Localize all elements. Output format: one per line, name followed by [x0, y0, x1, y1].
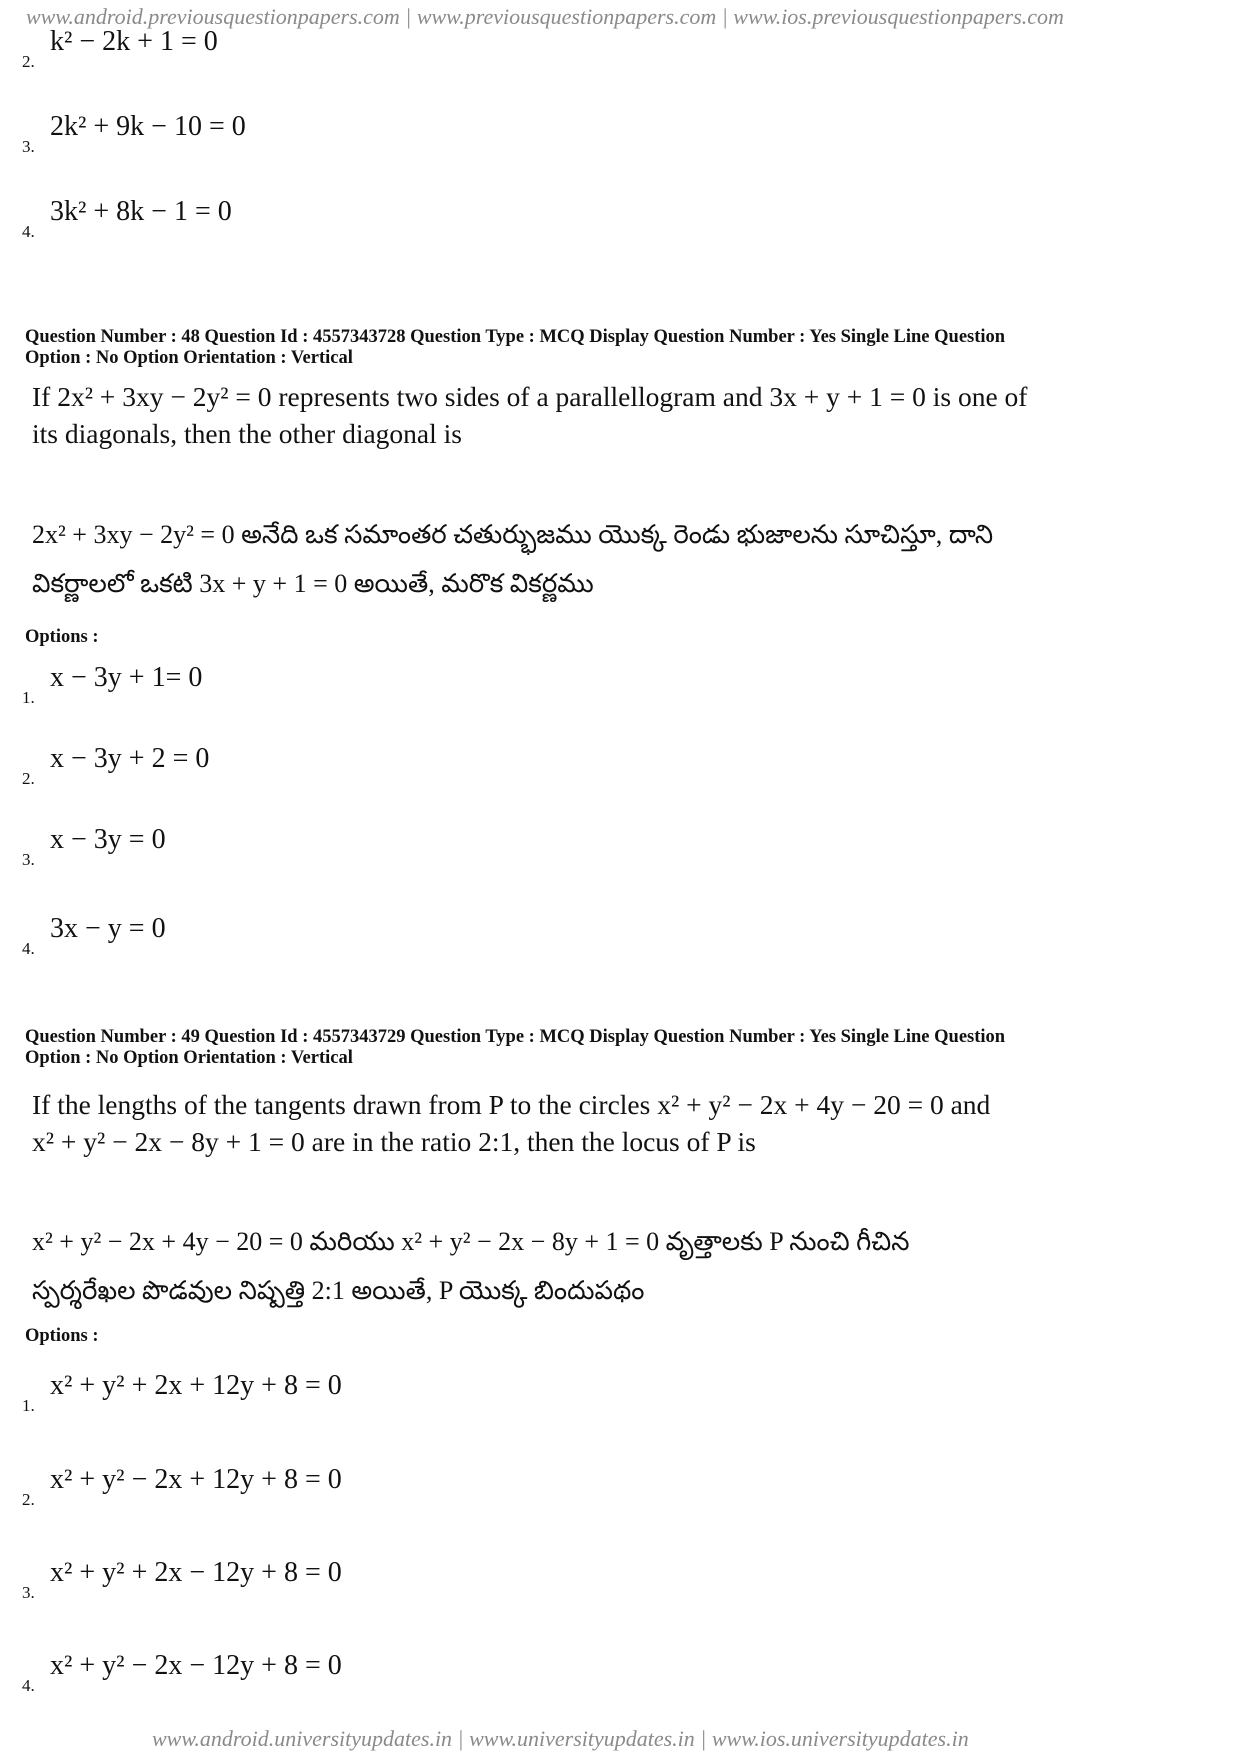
q49-options-label: Options :: [25, 1326, 99, 1346]
option-equation: x² + y² − 2x + 12y + 8 = 0: [50, 1464, 342, 1495]
option-number: 2.: [22, 52, 35, 71]
option-number: 2.: [22, 769, 35, 788]
q49-telugu-text: [32, 1217, 1212, 1315]
q48-options-label: Options :: [25, 627, 99, 647]
q48-text-line1: If 2x² + 3xy − 2y² = 0 represents two sides of a parallellogram and 3x + y + 1 = 0 is one of: [32, 381, 1028, 412]
option-equation: x² + y² + 2x − 12y + 8 = 0: [50, 1557, 342, 1588]
option-equation: 3k² + 8k − 1 = 0: [50, 196, 232, 227]
option-equation: x² + y² + 2x + 12y + 8 = 0: [50, 1370, 342, 1401]
q49-meta-line2: Option : No Option Orientation : Vertical: [25, 1048, 353, 1068]
q49-question-text: [32, 1086, 1212, 1160]
option-number: 1.: [22, 1396, 35, 1415]
option-number: 2.: [22, 1490, 35, 1509]
q49-text-line2: x² + y² − 2x − 8y + 1 = 0 are in the ratio 2:1, then the locus of P is: [32, 1126, 756, 1157]
q48-text-line2: its diagonals, then the other diagonal is: [32, 418, 462, 449]
q48-telugu-text: [32, 510, 1212, 608]
q48-meta-line2: Option : No Option Orientation : Vertical: [25, 348, 353, 368]
q49-telugu-line2: స్పర్శరేఖల పొడవుల నిష్పత్తి 2:1 అయితే, P యొక్క బిందుపథం: [32, 1276, 645, 1305]
option-number: 1.: [22, 688, 35, 707]
option-equation: 2k² + 9k − 10 = 0: [50, 111, 246, 142]
option-equation: k² − 2k + 1 = 0: [50, 26, 218, 57]
header-watermark: www.android.previousquestionpapers.com | www.previousquestionpapers.com | www.ios.previousquestionpapers.com: [26, 4, 1064, 29]
q49-telugu-line1: x² + y² − 2x + 4y − 20 = 0 మరియు x² + y² − 2x − 8y + 1 = 0 వృత్తాలకు P నుంచి గీచిన: [32, 1227, 910, 1256]
option-number: 4.: [22, 222, 35, 241]
option-number: 3.: [22, 137, 35, 156]
q48-meta-line1: Question Number : 48 Question Id : 4557343728 Question Type : MCQ Display Question Number : Yes Single Line Question: [25, 327, 1006, 347]
option-number: 3.: [22, 1583, 35, 1602]
q49-meta-line1: Question Number : 49 Question Id : 4557343729 Question Type : MCQ Display Question Number : Yes Single Line Question: [25, 1027, 1006, 1047]
q48-question-text: [32, 378, 1212, 452]
footer-watermark: www.android.universityupdates.in | www.universityupdates.in | www.ios.universityupdates.in: [152, 1726, 969, 1751]
option-equation: x − 3y = 0: [50, 824, 166, 855]
option-number: 3.: [22, 850, 35, 869]
q48-telugu-line2: వికర్ణాలలో ఒకటి 3x + y + 1 = 0 అయితే, మరొక వికర్ణము: [32, 569, 594, 598]
option-equation: 3x − y = 0: [50, 913, 166, 944]
option-number: 4.: [22, 1676, 35, 1695]
option-equation: x − 3y + 2 = 0: [50, 743, 210, 774]
q49-meta: [25, 1027, 1215, 1069]
option-number: 4.: [22, 939, 35, 958]
q48-telugu-line1: 2x² + 3xy − 2y² = 0 అనేది ఒక సమాంతర చతుర్భుజము యొక్క రెండు భుజాలను సూచిస్తూ, దాని: [32, 520, 994, 549]
q48-meta: [25, 327, 1215, 369]
option-equation: x² + y² − 2x − 12y + 8 = 0: [50, 1650, 342, 1681]
q49-text-line1: If the lengths of the tangents drawn from P to the circles x² + y² − 2x + 4y − 20 = 0 and: [32, 1089, 991, 1120]
option-equation: x − 3y + 1= 0: [50, 662, 203, 693]
